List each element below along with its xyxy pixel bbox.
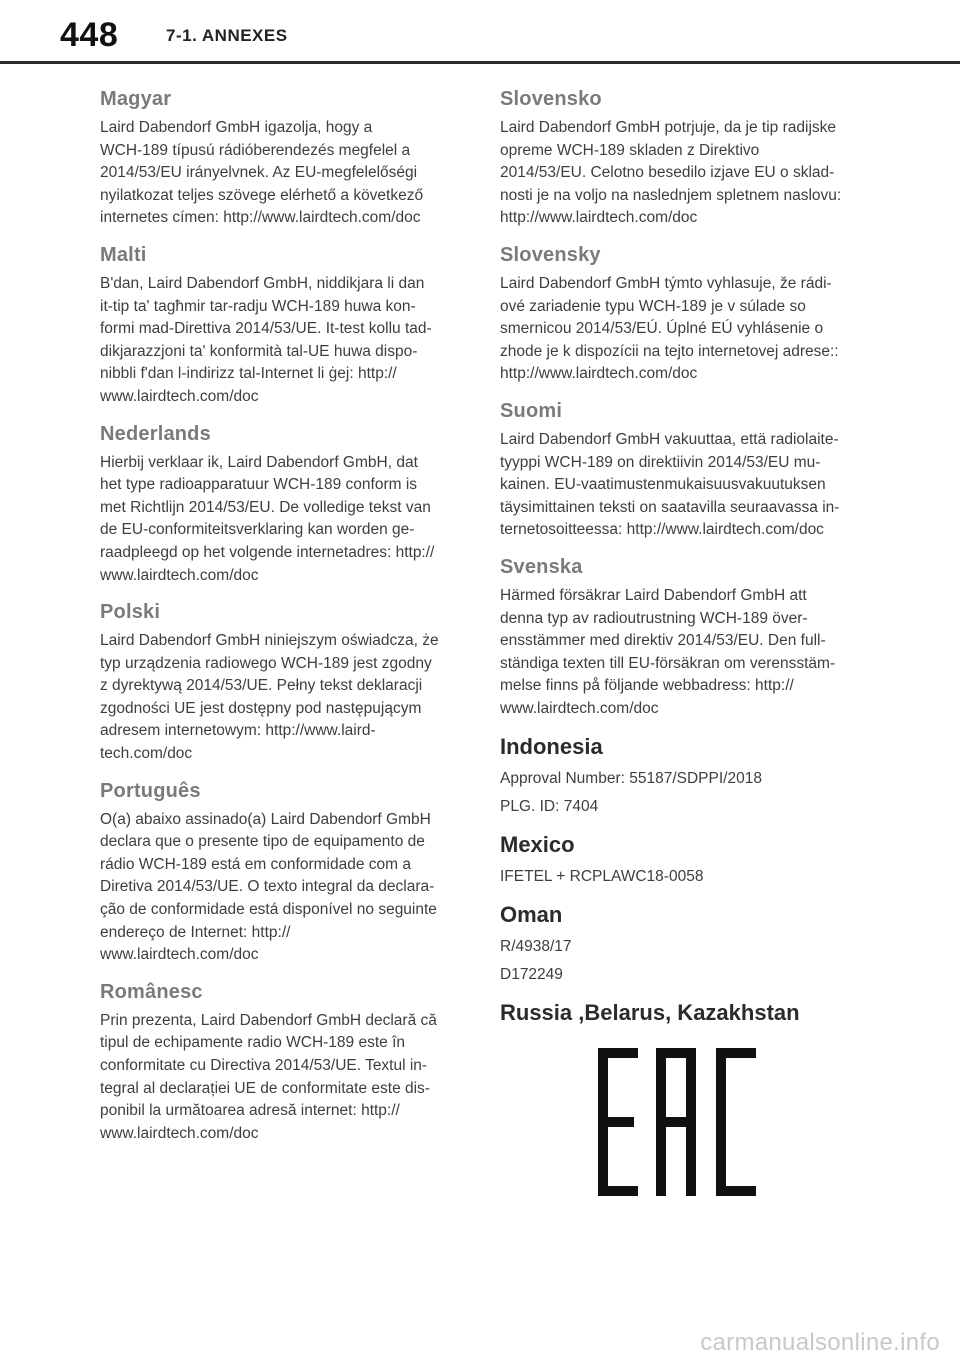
section-nederlands — [100, 423, 465, 588]
section-portugues — [100, 780, 465, 967]
page-header — [0, 0, 960, 64]
left-column — [100, 84, 465, 1159]
country-title: Russia ,Belarus, Kazakhstan — [500, 1000, 800, 1026]
country-title: Indonesia — [500, 734, 603, 760]
section-suomi — [500, 400, 865, 542]
section-text: Härmed försäkrar Laird Dabendorf GmbH att denna typ av radioutrustning WCH-189 över- ensstämmer med direktiv 2014/53/EU. Den full- ständiga texten till EU-försäkran om verensstäm- melse finns på följande webbadress: http:// www.lairdtech.com/doc — [500, 586, 836, 717]
section-text: Laird Dabendorf GmbH niniejszym oświadcza, że typ urządzenia radiowego WCH-189 jest zgodny z dyrektywą 2014/53/UE. Pełny tekst deklaracji zgodności UE jest dostępny pod następującym adresem internetowym: http://www.laird- tech.com/doc — [100, 632, 439, 763]
section-text: Laird Dabendorf GmbH potrjuje, da je tip radijske opreme WCH-189 skladen z Direktivo 2014/53/EU. Celotno besedilo izjave EU o sklad- nosti je na voljo na naslednjem spletnem naslovu: http://www.lairdtech.com/doc — [500, 119, 842, 227]
section-romanesc — [100, 981, 465, 1146]
section-indonesia — [500, 734, 865, 818]
header-rule — [0, 61, 960, 64]
oman-code-1: R/4938/17 — [500, 938, 572, 956]
section-text: Laird Dabendorf GmbH igazolja, hogy a WCH-189 típusú rádióberendezés megfelel a 2014/53/EU irányelvnek. Az EU-megfelelőségi nyilatkozat teljes szövege elérhető a következő internetes címen: http://www.lairdtech.com/doc — [100, 119, 424, 227]
section-title: Suomi — [500, 399, 563, 422]
section-title: Malti — [100, 243, 147, 266]
eac-mark — [598, 1048, 756, 1196]
section-title: Svenska — [500, 555, 583, 578]
section-title: Magyar — [100, 88, 172, 110]
section-russia — [500, 1000, 865, 1196]
section-slovensko — [500, 88, 865, 230]
section-title: Polski — [100, 601, 161, 624]
right-column — [500, 84, 865, 1210]
country-title: Oman — [500, 902, 563, 928]
section-magyar — [100, 88, 465, 230]
section-polski — [100, 601, 465, 766]
section-title: Português — [100, 779, 201, 802]
section-title: Slovensky — [500, 243, 601, 266]
country-title: Mexico — [500, 832, 575, 858]
section-text: O(a) abaixo assinado(a) Laird Dabendorf GmbH declara que o presente tipo de equipamento de rádio WCH-189 está em conformidade com a Diretiva 2014/53/UE. O texto integral da declara- ção de conformidade está disponível no seguinte endereço de Internet: http:// www.lairdtech.com/doc — [100, 810, 437, 964]
section-oman — [500, 902, 865, 986]
section-slovensky — [500, 244, 865, 386]
plg-id: PLG. ID: 7404 — [500, 798, 599, 816]
section-malti — [100, 244, 465, 409]
section-title: Nederlands — [100, 422, 211, 445]
section-svenska — [500, 556, 865, 721]
section-text: Laird Dabendorf GmbH vakuuttaa, että radiolaite- tyyppi WCH-189 on direktiivin 2014/53/EU mu- kainen. EU-vaatimustenmukaisuusvakuutuksen täysimittainen teksti on saatavilla seuraavassa in- ternetosoitteessa: http://www.lairdtech.com/doc — [500, 430, 840, 539]
section-mexico — [500, 832, 865, 888]
section-text: Laird Dabendorf GmbH týmto vyhlasuje, že rádi- ové zariadenie typu WCH-189 je v súlade so smernicou 2014/53/EÚ. Úplné EÚ vyhlásenie o zhode je k dispozícii na tejto internetovej adrese:: http://www.lairdtech.com/doc — [500, 274, 839, 383]
eac-mark-icon — [598, 1048, 756, 1196]
page-number: 448 — [60, 16, 119, 54]
section-text: Hierbij verklaar ik, Laird Dabendorf GmbH, dat het type radioapparatuur WCH-189 conform is met Richtlijn 2014/53/EU. De volledige tekst van de EU-conformiteitsverklaring kan worden ge- raadpleegd op het volgende internetadres: http:// www.lairdtech.com/doc — [100, 453, 435, 584]
approval-number: Approval Number: 55187/SDPPI/2018 — [500, 770, 762, 788]
ifetel-code: IFETEL + RCPLAWC18-0058 — [500, 868, 704, 886]
section-title: Românesc — [100, 980, 203, 1003]
section-text: B'dan, Laird Dabendorf GmbH, niddikjara li dan it-tip ta' tagħmir tar-radju WCH-189 huwa kon- formi mad-Direttiva 2014/53/UE. It-test kollu tad- dikjarazzjoni ta' konformità tal-UE huwa dispo- nibbli f'dan l-indirizz tal-Internet li ġej: http:// www.lairdtech.com/doc — [100, 274, 432, 405]
chapter-title: 7-1. ANNEXES — [166, 26, 288, 45]
section-text: Prin prezenta, Laird Dabendorf GmbH declară că tipul de echipamente radio WCH-189 este în conformitate cu Directiva 2014/53/UE. Textul in- tegral al declarației UE de conformitate este dis- ponibil la următoarea adresă internet: http:// www.lairdtech.com/doc — [100, 1011, 437, 1142]
oman-code-2: D172249 — [500, 966, 563, 984]
section-title: Slovensko — [500, 88, 602, 110]
watermark: carmanualsonline.info — [700, 1329, 940, 1356]
